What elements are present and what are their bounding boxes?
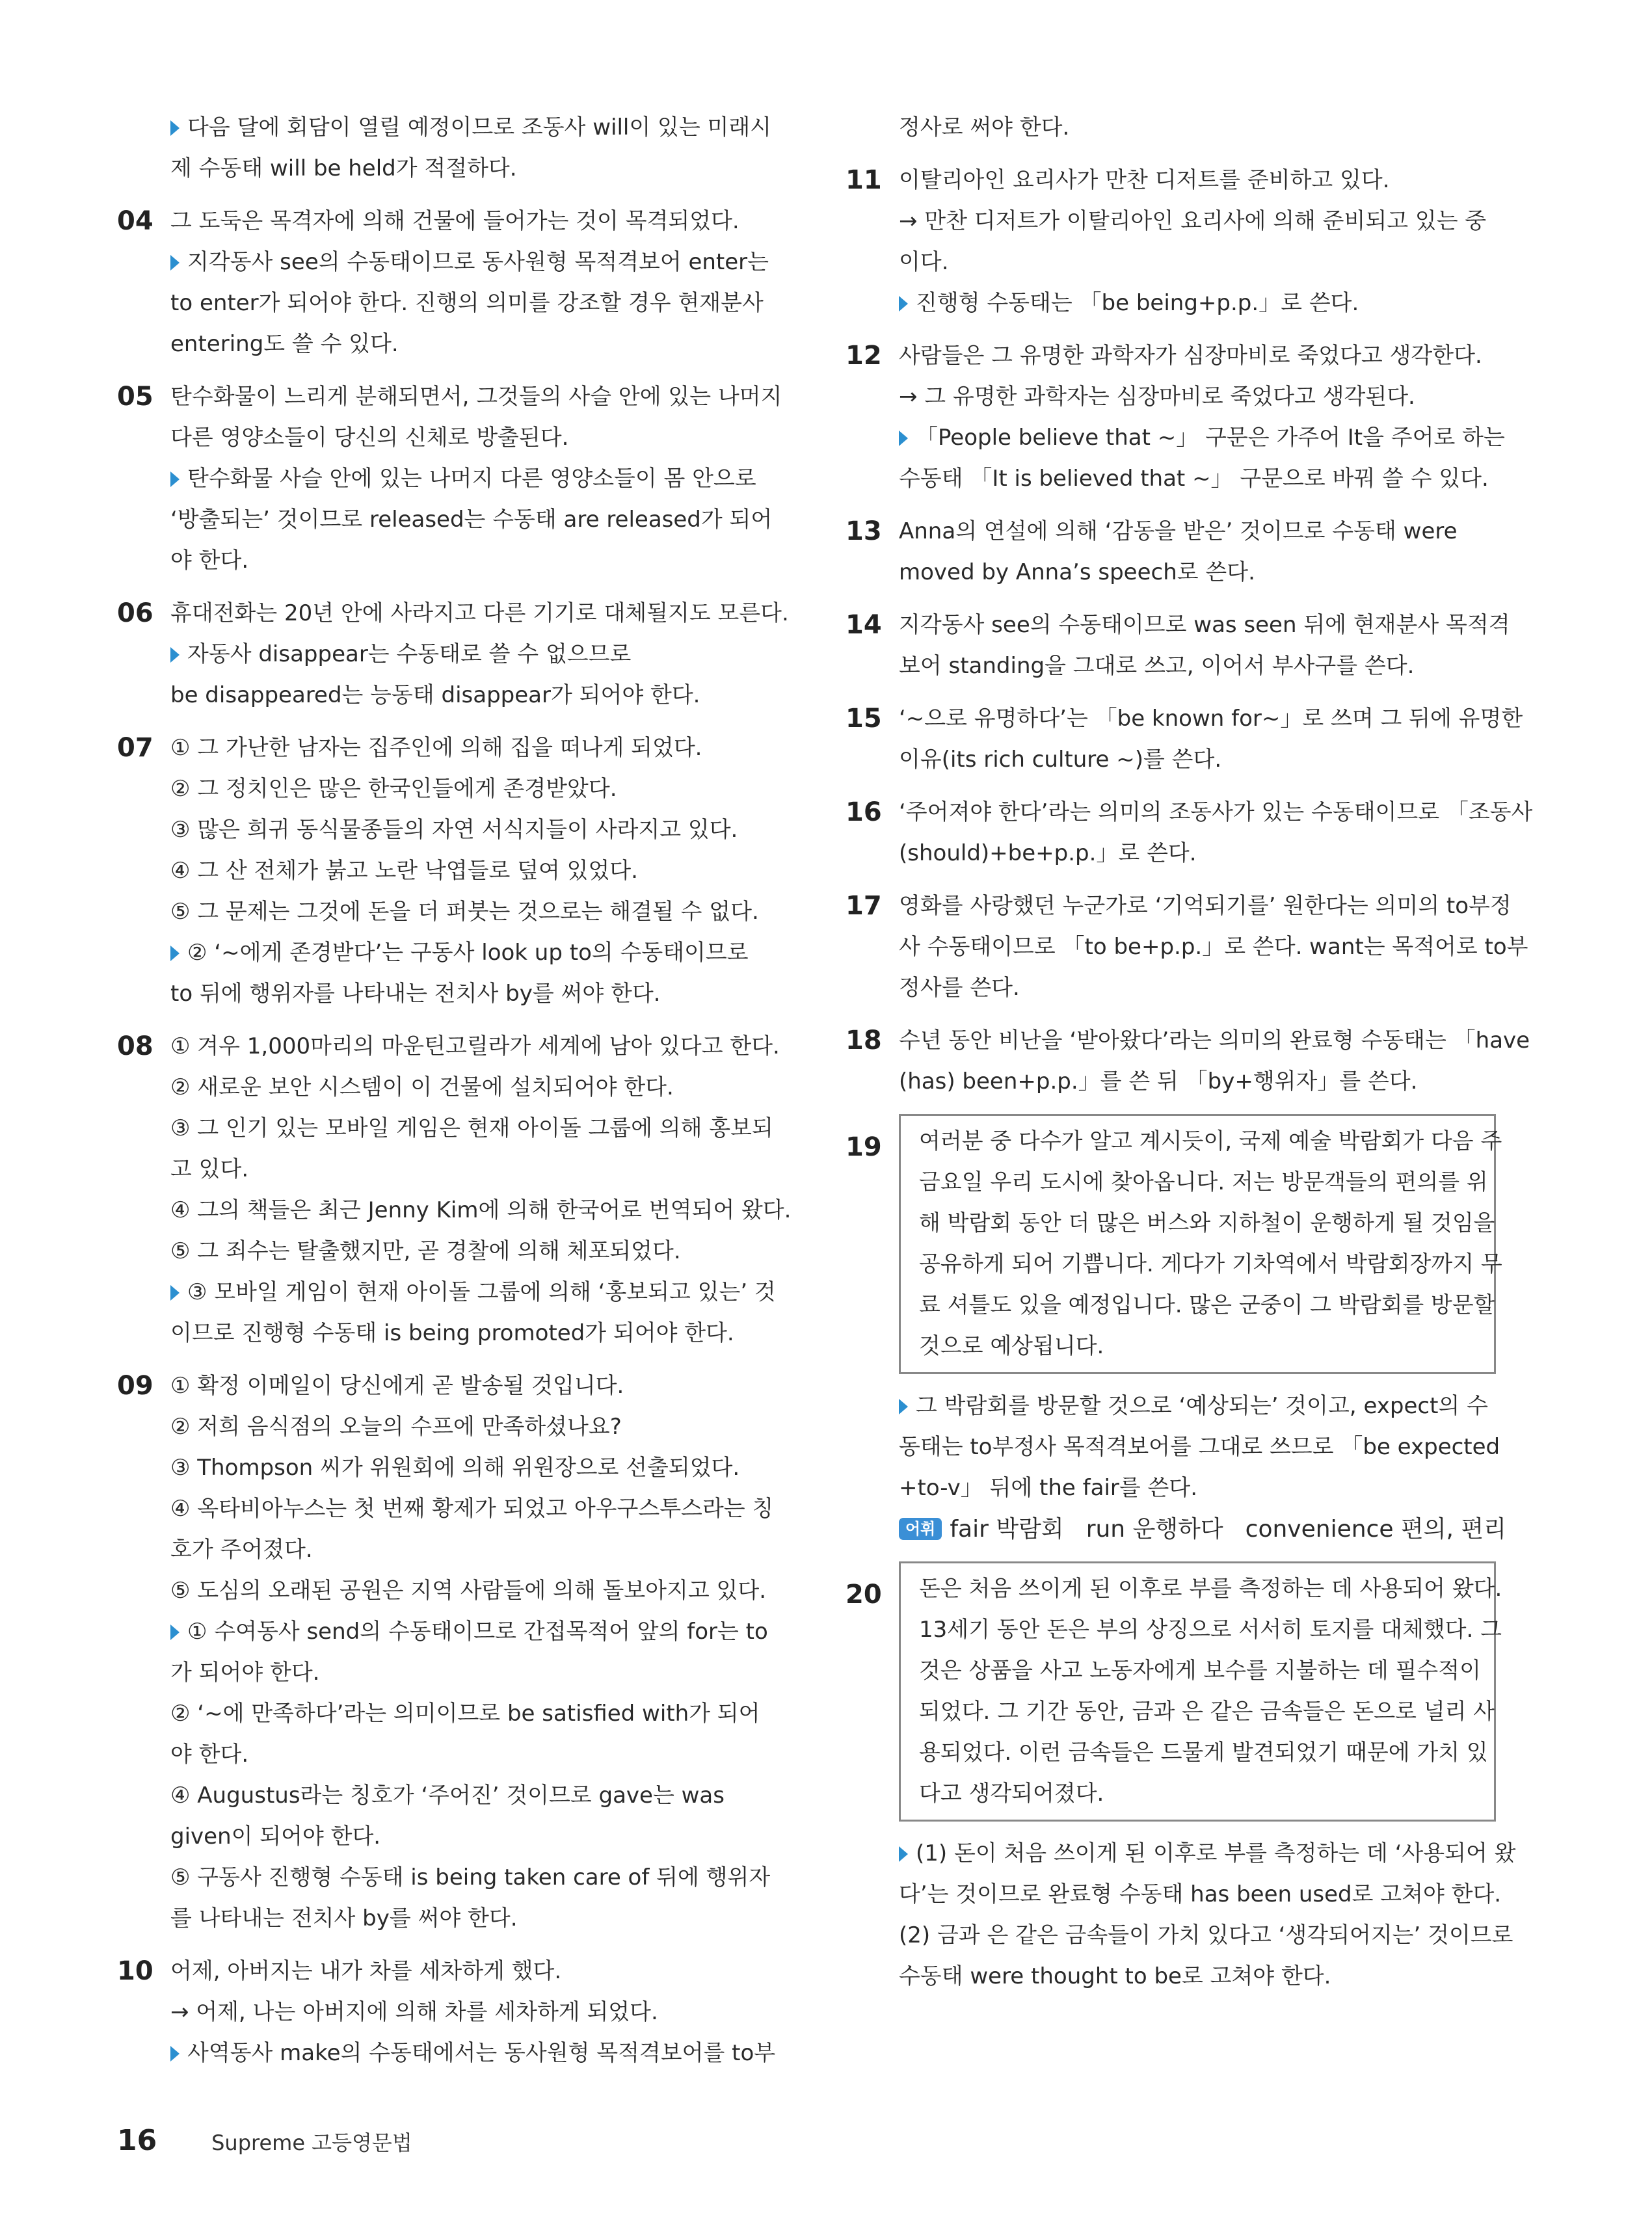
text-line <box>170 1026 780 1067</box>
line-text: (should)+be+p.p.」로 쓴다. <box>899 840 1197 866</box>
text-line <box>899 336 1496 377</box>
line-text: ① 수여동사 send의 수동태이므로 간접목적어 앞의 for는 to <box>187 1619 768 1645</box>
question-07 <box>117 728 767 1015</box>
question-10 <box>117 1951 776 2074</box>
text-line <box>170 1448 767 1489</box>
line-text: ① 확정 이메일이 당신에게 곧 발송될 것입니다. <box>170 1373 624 1399</box>
line-text: 가 되어야 한다. <box>170 1660 320 1686</box>
explanation-line <box>170 242 767 283</box>
text-line <box>170 1067 767 1108</box>
line-text: ‘~으로 유명하다’는 「be known for~」로 쓰며 그 뒤에 유명한 <box>899 706 1523 732</box>
line-text: ④ 옥타비아누스는 첫 번째 황제가 되었고 아우구스투스라는 칭 <box>170 1496 774 1522</box>
line-text: 다음 달에 회담이 열릴 예정이므로 조동사 will이 있는 미래시 <box>187 114 772 140</box>
text-line <box>170 1489 774 1530</box>
line-text: entering도 쓸 수 있다. <box>170 331 399 357</box>
question-number: 04 <box>117 206 153 236</box>
text-line <box>899 160 1496 201</box>
text-line <box>170 1407 767 1448</box>
line-text: 그 박람회를 방문할 것으로 ‘예상되는’ 것이고, expect의 수 <box>916 1393 1488 1419</box>
question-number: 18 <box>846 1026 882 1055</box>
text-line <box>899 792 1533 833</box>
explanation-line <box>170 107 772 148</box>
line-text: given이 되어야 한다. <box>170 1824 381 1850</box>
passage-line: 료 셔틀도 있을 예정입니다. 많은 군중이 그 박람회를 방문할 <box>919 1292 1495 1318</box>
text-line <box>899 1956 1496 1997</box>
explanation-line <box>170 933 767 974</box>
vocab-term: run 운행하다 <box>1086 1516 1223 1543</box>
line-text: → 만찬 디저트가 이탈리아인 요리사에 의해 준비되고 있는 중 <box>899 208 1487 234</box>
line-text: 어제, 아버지는 내가 차를 세차하게 했다. <box>170 1958 562 1984</box>
question-number: 17 <box>846 891 882 921</box>
question-number: 14 <box>846 610 882 640</box>
line-text: +to-v」 뒤에 the fair를 쓴다. <box>899 1475 1198 1501</box>
passage-line: 13세기 동안 돈은 부의 상징으로 서서히 토지를 대체했다. 그 <box>919 1617 1502 1643</box>
line-text: ③ 모바일 게임이 현재 아이돌 그룹에 의해 ‘홍보되고 있는’ 것 <box>187 1279 776 1305</box>
question-number: 09 <box>117 1371 153 1401</box>
text-line <box>899 605 1510 646</box>
question-09 <box>117 1366 774 1939</box>
text-line <box>899 1061 1496 1102</box>
question-number: 20 <box>846 1580 882 1610</box>
text-line <box>170 201 767 242</box>
text-line <box>899 968 1496 1009</box>
line-text: 휴대전화는 20년 안에 사라지고 다른 기기로 대체될지도 모른다. <box>170 600 789 626</box>
question-20 <box>846 1561 1516 1997</box>
book-title: Supreme 고등영문법 <box>211 2130 412 2155</box>
question-number: 08 <box>117 1031 153 1061</box>
text-line <box>170 1190 792 1231</box>
text-line <box>170 1108 773 1149</box>
question-number: 07 <box>117 733 153 763</box>
line-text: ② 새로운 보안 시스템이 이 건물에 설치되어야 한다. <box>170 1074 674 1100</box>
line-text: 지각동사 see의 수동태이므로 was seen 뒤에 현재분사 목적격 <box>899 612 1510 638</box>
line-text: 정사로 써야 한다. <box>899 114 1070 140</box>
line-text: → 어제, 나는 아버지에 의해 차를 세차하게 되었다. <box>170 1999 658 2025</box>
line-text: to enter가 되어야 한다. 진행의 의미를 강조할 경우 현재분사 <box>170 290 764 316</box>
vocab-badge: 어휘 <box>899 1518 942 1540</box>
explanation-arrow-icon <box>170 647 180 663</box>
explanation-arrow-icon <box>899 1846 908 1862</box>
text-line <box>170 1313 767 1354</box>
line-text: ‘방출되는’ 것이므로 released는 수동태 are released가 되어 <box>170 507 773 533</box>
text-line <box>170 377 782 418</box>
explanation-arrow-icon <box>899 431 908 446</box>
passage-line: 공유하게 되어 기쁩니다. 게다가 기차역에서 박람회장까지 무 <box>919 1251 1502 1277</box>
text-line <box>170 499 773 540</box>
text-line <box>170 810 767 851</box>
line-text: ② ‘~에 만족하다’라는 의미이므로 be satisfied with가 되어 <box>170 1701 760 1727</box>
text-line <box>899 1468 1496 1509</box>
passage-line: 것으로 예상됩니다. <box>919 1333 1104 1359</box>
line-text: ③ Thompson 씨가 위원회에 의해 위원장으로 선출되었다. <box>170 1455 740 1481</box>
line-text: ③ 많은 희귀 동식물종들의 자연 서식지들이 사라지고 있다. <box>170 817 738 843</box>
text-line <box>170 418 767 458</box>
question-number: 13 <box>846 516 882 546</box>
line-text: 정사를 쓴다. <box>899 975 1020 1001</box>
text-line <box>170 1951 767 1992</box>
vocab-term: convenience 편의, 편리 <box>1245 1516 1506 1543</box>
line-text: 탄수화물이 느리게 분해되면서, 그것들의 사슬 안에 있는 나머지 <box>170 384 782 410</box>
text-line <box>170 1530 767 1571</box>
text-line <box>170 892 767 933</box>
question-06 <box>117 593 789 716</box>
explanation-line <box>170 634 767 675</box>
explanation-line <box>170 1272 776 1313</box>
line-text: ⑤ 구동사 진행형 수동태 is being taken care of 뒤에 행위자 <box>170 1864 771 1890</box>
question-12 <box>846 336 1505 499</box>
line-text: 호가 주어졌다. <box>170 1537 313 1563</box>
line-text: ② 저희 음식점의 오늘의 수프에 만족하셨나요? <box>170 1414 622 1440</box>
line-text: 탄수화물 사슬 안에 있는 나머지 다른 영양소들이 몸 안으로 <box>187 466 756 492</box>
text-line <box>170 593 789 634</box>
line-text: ⑤ 그 죄수는 탈출했지만, 곧 경찰에 의해 체포되었다. <box>170 1238 681 1264</box>
line-text: (has) been+p.p.」를 쓴 뒤 「by+행위자」를 쓴다. <box>899 1068 1418 1094</box>
text-line <box>899 511 1496 552</box>
explanation-line <box>170 1611 767 1652</box>
line-text: 다른 영양소들이 당신의 신체로 방출된다. <box>170 425 569 451</box>
explanation-line <box>899 1386 1496 1427</box>
text-line <box>170 540 767 581</box>
line-text: 그 도둑은 목격자에 의해 건물에 들어가는 것이 목격되었다. <box>170 208 739 234</box>
line-text: 자동사 disappear는 수동태로 쓸 수 없으므로 <box>187 641 632 667</box>
line-text: ④ 그 산 전체가 붉고 노란 낙엽들로 덮여 있었다. <box>170 858 638 884</box>
question-05 <box>117 377 782 581</box>
line-text: 이므로 진행형 수동태 is being promoted가 되어야 한다. <box>170 1320 734 1346</box>
text-line <box>170 851 767 892</box>
question-19 <box>846 1114 1506 1550</box>
line-text: 이탈리아인 요리사가 만찬 디저트를 준비하고 있다. <box>899 167 1390 193</box>
question-number: 19 <box>846 1132 882 1162</box>
line-text: ⑤ 그 문제는 그것에 돈을 더 퍼붓는 것으로는 해결될 수 없다. <box>170 899 759 925</box>
line-text: 를 나타내는 전치사 by를 써야 한다. <box>170 1905 518 1931</box>
text-line <box>170 1149 767 1190</box>
text-line <box>899 458 1496 499</box>
line-text: 동태는 to부정사 목적격보어를 그대로 쓰므로 「be expected <box>899 1434 1500 1460</box>
line-text: 진행형 수동태는 「be being+p.p.」로 쓴다. <box>916 290 1359 316</box>
text-line <box>170 1775 767 1816</box>
text-line <box>170 769 767 810</box>
text-line <box>170 1231 767 1272</box>
line-text: ① 그 가난한 남자는 집주인에 의해 집을 떠나게 되었다. <box>170 735 702 761</box>
text-line <box>899 242 1496 283</box>
line-text: 수동태 were thought to be로 고쳐야 한다. <box>899 1963 1331 1989</box>
question-number: 06 <box>117 598 153 628</box>
question-18 <box>846 1020 1530 1102</box>
line-text: 이다. <box>899 249 949 275</box>
vocabulary <box>899 1509 1506 1550</box>
text-line <box>899 698 1523 739</box>
vocab-term: fair 박람회 <box>950 1516 1064 1543</box>
passage-box <box>899 1561 1502 1822</box>
question-14 <box>846 605 1510 687</box>
question-number: 05 <box>117 382 153 412</box>
line-text: 사 수동태이므로 「to be+p.p.」로 쓴다. want는 목적어로 to부 <box>899 934 1528 960</box>
line-text: 수년 동안 비난을 ‘받아왔다’라는 의미의 완료형 수동태는 「have <box>899 1028 1530 1054</box>
continued-text <box>117 107 772 189</box>
line-text: 수동태 「It is believed that ~」 구문으로 바꿔 쓸 수 있다. <box>899 466 1489 492</box>
line-text: 제 수동태 will be held가 적절하다. <box>170 155 517 181</box>
text-line <box>170 974 767 1015</box>
line-text: (2) 금과 은 같은 금속들이 가치 있다고 ‘생각되어지는’ 것이므로 <box>899 1922 1513 1948</box>
explanation-arrow-icon <box>899 1399 908 1414</box>
question-number: 11 <box>846 165 882 195</box>
explanation-arrow-icon <box>170 255 180 271</box>
page-number: 16 <box>117 2124 157 2157</box>
page-footer <box>117 2121 412 2160</box>
left-column <box>117 107 792 2086</box>
text-line <box>899 201 1496 242</box>
explanation-line <box>899 1833 1516 1874</box>
explanation-arrow-icon <box>170 2046 180 2062</box>
line-text: ③ 그 인기 있는 모바일 게임은 현재 아이돌 그룹에 의해 홍보되 <box>170 1115 773 1141</box>
text-line <box>170 1652 767 1693</box>
passage-line: 다고 생각되어졌다. <box>919 1781 1104 1807</box>
line-text: ④ 그의 책들은 최근 Jenny Kim에 의해 한국어로 번역되어 왔다. <box>170 1197 792 1223</box>
question-04 <box>117 201 767 365</box>
passage-line: 돈은 처음 쓰이게 된 이후로 부를 측정하는 데 사용되어 왔다. <box>919 1576 1502 1602</box>
text-line <box>170 1571 767 1611</box>
line-text: 「People believe that ~」 구문은 가주어 It을 주어로 하는 <box>916 425 1505 451</box>
text-line <box>899 552 1496 593</box>
explanation-arrow-icon <box>170 1285 180 1301</box>
line-text: → 그 유명한 과학자는 심장마비로 죽었다고 생각된다. <box>899 384 1415 410</box>
line-text: ‘주어져야 한다’라는 의미의 조동사가 있는 수동태이므로 「조동사 <box>899 799 1533 825</box>
text-line <box>170 1366 767 1407</box>
text-line <box>899 107 1496 148</box>
line-text: 다’는 것이므로 완료형 수동태 has been used로 고쳐야 한다. <box>899 1881 1502 1907</box>
text-line <box>899 1427 1500 1468</box>
line-text: ② ‘~에게 존경받다’는 구동사 look up to의 수동태이므로 <box>187 940 749 966</box>
text-line <box>170 1992 767 2033</box>
explanation-arrow-icon <box>170 471 180 487</box>
line-text: Anna의 연설에 의해 ‘감동을 받은’ 것이므로 수동태 were <box>899 518 1458 544</box>
text-line <box>170 324 767 365</box>
passage-box <box>899 1114 1502 1374</box>
line-text: 지각동사 see의 수동태이므로 동사원형 목적격보어 enter는 <box>187 249 769 275</box>
explanation-arrow-icon <box>170 120 180 136</box>
line-text: (1) 돈이 처음 쓰이게 된 이후로 부를 측정하는 데 ‘사용되어 왔 <box>916 1840 1516 1866</box>
question-number: 12 <box>846 341 882 371</box>
text-line <box>170 1898 767 1939</box>
passage-line: 금요일 우리 도시에 찾아옵니다. 저는 방문객들의 편의를 위 <box>919 1169 1488 1195</box>
line-text: be disappeared는 능동태 disappear가 되어야 한다. <box>170 682 700 708</box>
question-08 <box>117 1026 792 1354</box>
line-text: 야 한다. <box>170 1742 249 1768</box>
explanation-line <box>170 458 767 499</box>
question-11 <box>846 160 1496 324</box>
question-number: 10 <box>117 1956 153 1986</box>
question-number: 16 <box>846 797 882 827</box>
question-15 <box>846 698 1523 780</box>
text-line <box>170 728 767 769</box>
explanation-arrow-icon <box>170 946 180 961</box>
text-line <box>899 1020 1530 1061</box>
explanation-line <box>899 418 1505 458</box>
line-text: to 뒤에 행위자를 나타내는 전치사 by를 써야 한다. <box>170 981 661 1007</box>
line-text: ② 그 정치인은 많은 한국인들에게 존경받았다. <box>170 776 617 802</box>
right-column <box>846 107 1533 2009</box>
text-line <box>899 927 1528 968</box>
line-text: 사람들은 그 유명한 과학자가 심장마비로 죽었다고 생각한다. <box>899 343 1482 369</box>
text-line <box>170 283 767 324</box>
text-line <box>170 1857 771 1898</box>
question-16 <box>846 792 1533 874</box>
text-line <box>170 675 767 716</box>
text-line <box>170 148 767 189</box>
question-17 <box>846 886 1528 1009</box>
passage-line: 해 박람회 동안 더 많은 버스와 지하철이 운행하게 될 것임을 <box>919 1210 1495 1236</box>
line-text: 보어 standing을 그대로 쓰고, 이어서 부사구를 쓴다. <box>899 653 1415 679</box>
line-text: 고 있다. <box>170 1156 249 1182</box>
line-text: ⑤ 도심의 오래된 공원은 지역 사람들에 의해 돌보아지고 있다. <box>170 1578 767 1604</box>
text-line <box>899 739 1496 780</box>
line-text: 야 한다. <box>170 548 249 574</box>
text-line <box>899 1915 1513 1956</box>
question-13 <box>846 511 1496 593</box>
line-text: 사역동사 make의 수동태에서는 동사원형 목적격보어를 to부 <box>187 2040 776 2066</box>
passage-line: 여러분 중 다수가 알고 계시듯이, 국제 예술 박람회가 다음 주 <box>919 1128 1502 1154</box>
explanation-line <box>170 2033 776 2074</box>
text-line <box>899 886 1512 927</box>
text-line <box>170 1816 767 1857</box>
explanation-line <box>899 283 1496 324</box>
line-text: 영화를 사랑했던 누군가로 ‘기억되기를’ 원한다는 의미의 to부정 <box>899 893 1512 919</box>
text-line <box>899 833 1496 874</box>
line-text: ④ Augustus라는 칭호가 ‘주어진’ 것이므로 gave는 was <box>170 1783 725 1809</box>
continued-text <box>846 107 1496 148</box>
line-text: 이유(its rich culture ~)를 쓴다. <box>899 747 1222 773</box>
passage-line: 되었다. 그 기간 동안, 금과 은 같은 금속들은 돈으로 널리 사 <box>919 1699 1495 1725</box>
explanation-arrow-icon <box>170 1625 180 1640</box>
question-number: 15 <box>846 704 882 734</box>
text-line <box>899 377 1496 418</box>
text-line <box>899 1874 1502 1915</box>
text-line <box>170 1734 767 1775</box>
text-line <box>170 1693 767 1734</box>
explanation-arrow-icon <box>899 296 908 312</box>
text-line <box>899 646 1496 687</box>
line-text: moved by Anna’s speech로 쓴다. <box>899 559 1255 585</box>
passage-line: 용되었다. 이런 금속들은 드물게 발견되었기 때문에 가치 있 <box>919 1740 1488 1766</box>
line-text: ① 겨우 1,000마리의 마운틴고릴라가 세계에 남아 있다고 한다. <box>170 1033 780 1059</box>
passage-line: 것은 상품을 사고 노동자에게 보수를 지불하는 데 필수적이 <box>919 1658 1481 1684</box>
